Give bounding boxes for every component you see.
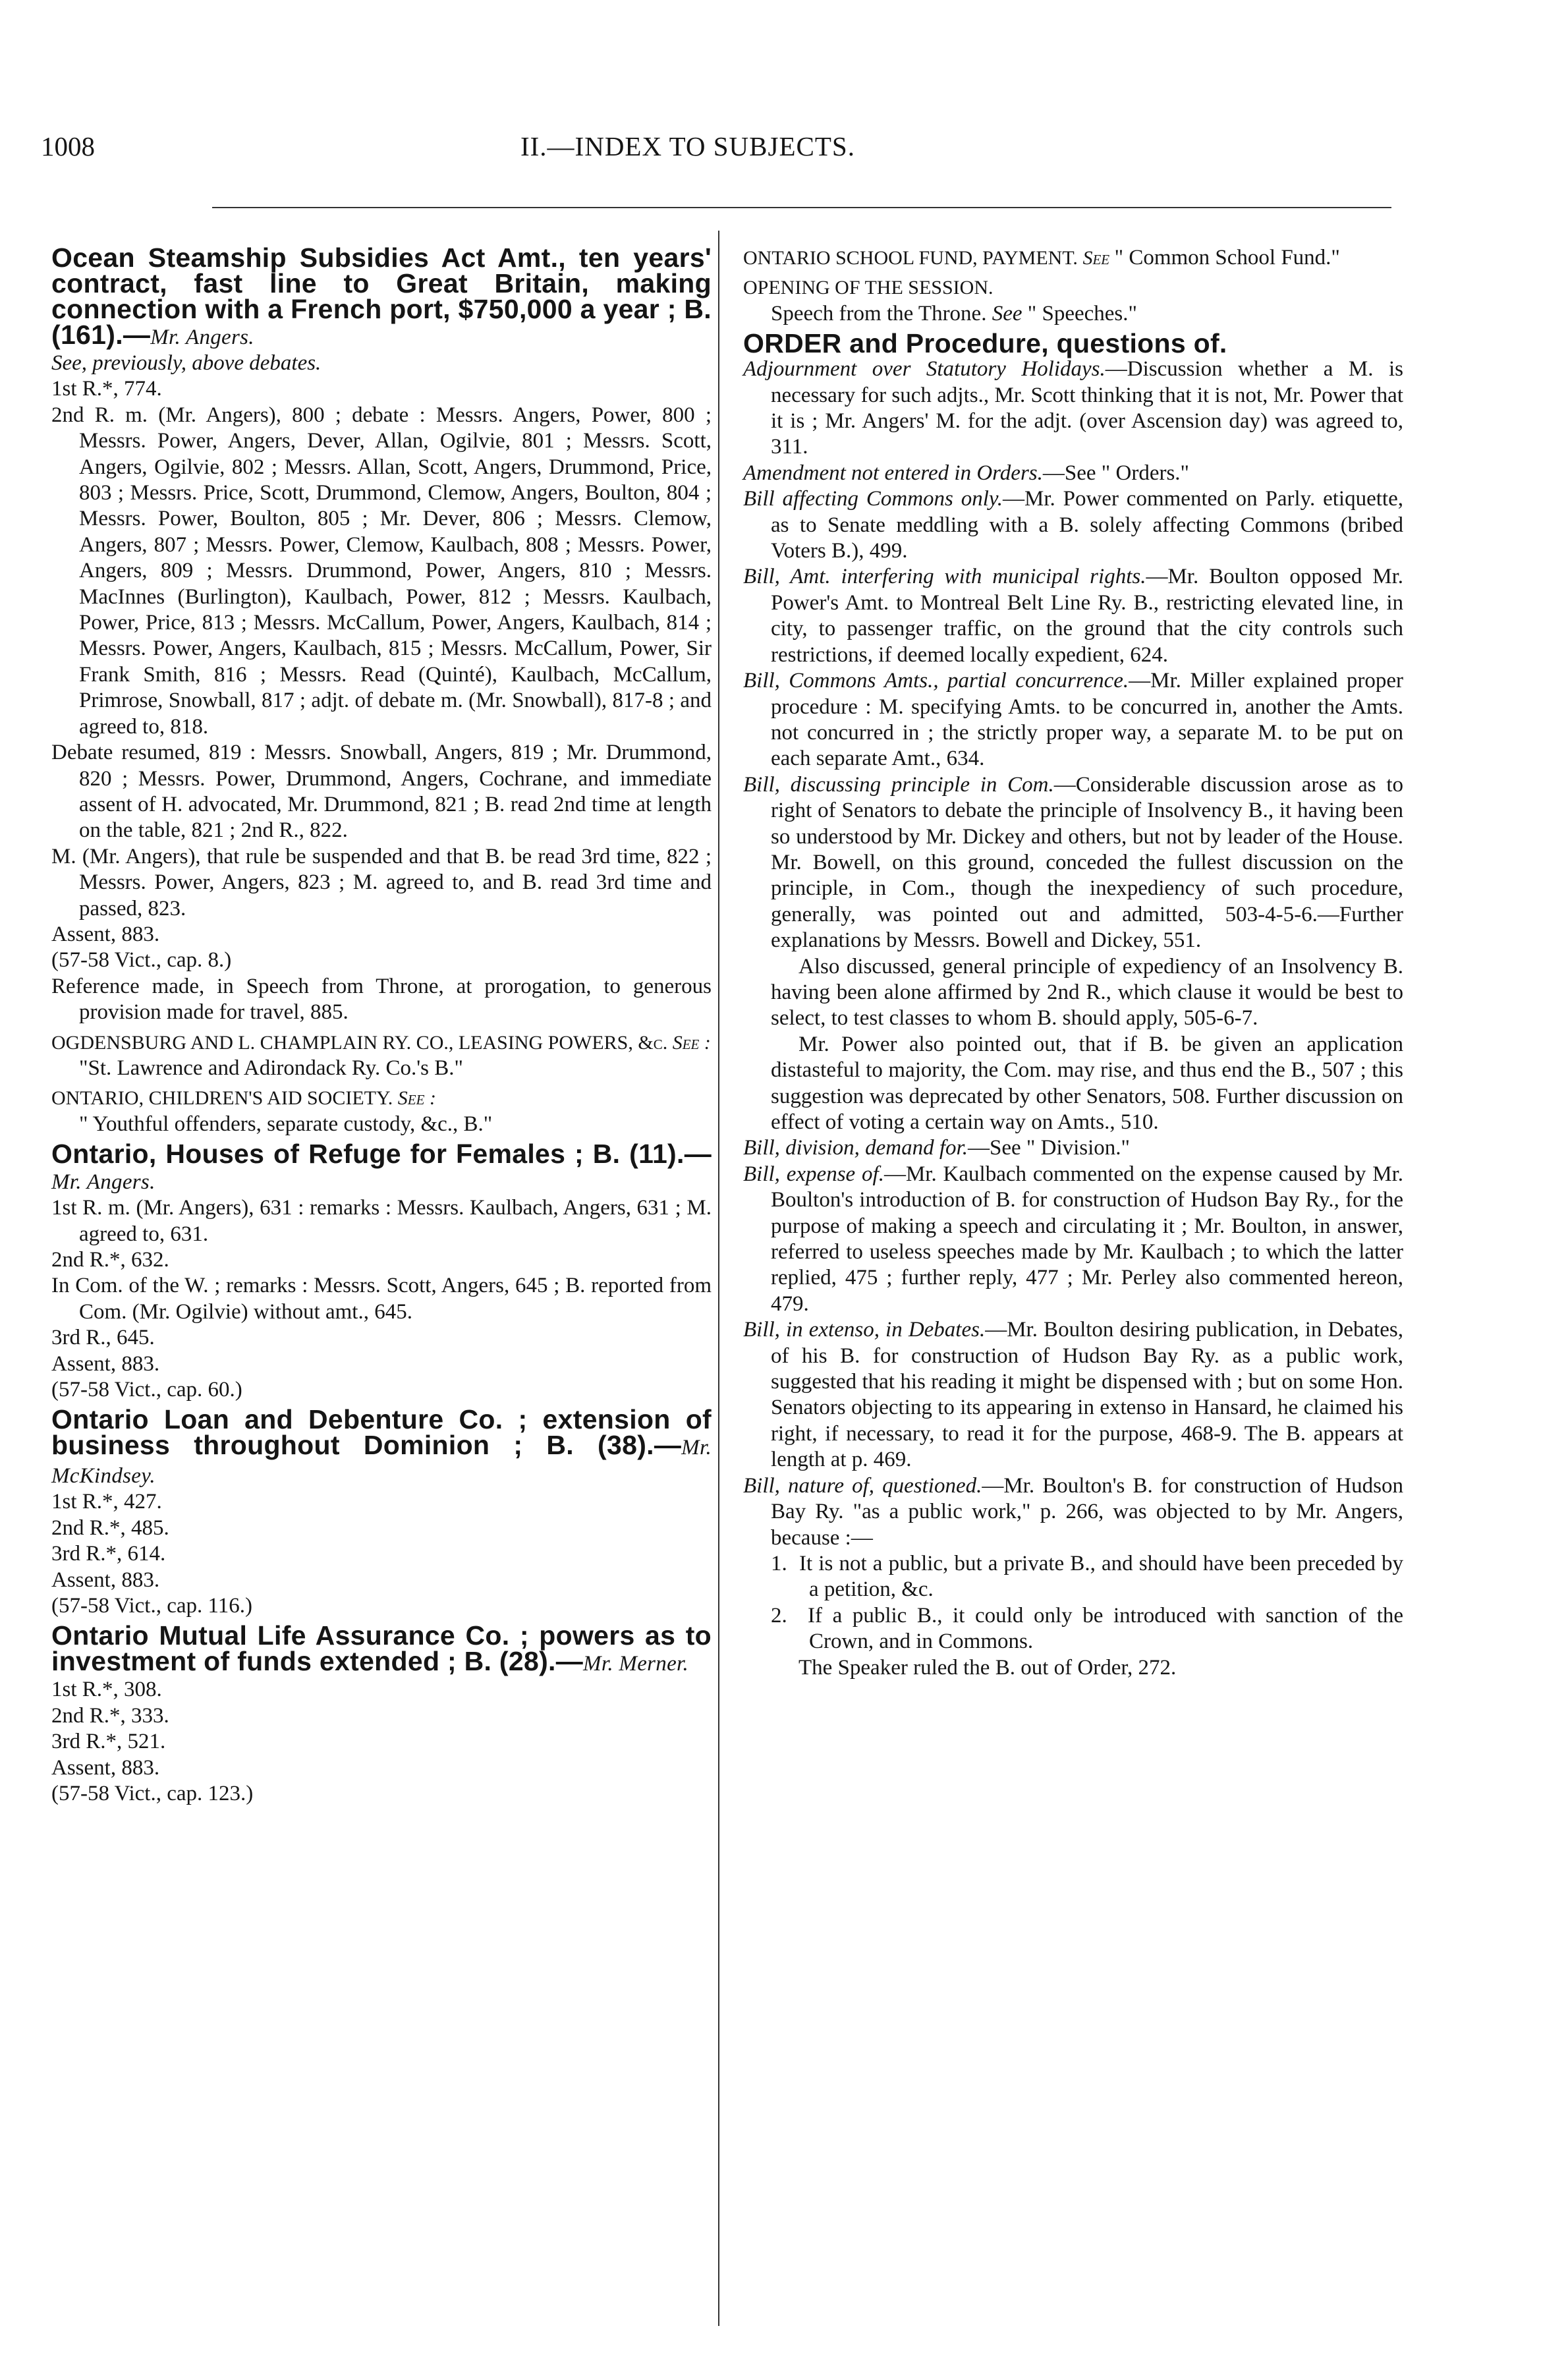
entry-school-fund: ONTARIO SCHOOL FUND, PAYMENT. See " Common School Fund." <box>743 246 1340 269</box>
index-line: Assent, 883. <box>51 922 160 946</box>
header-rule <box>212 207 1391 208</box>
procedure-item: Bill, expense of.—Mr. Kaulbach commented on the expense caused by Mr. Boulton's introduction of B. for construction of Hudson Bay Ry., for the purpose of making a speech and circulating it ; Mr. Boulton, in answer, referred to useless speeches made by Mr. Kaulbach ; to which the latter replied, 475 ; further reply, 477 ; Mr. Perley also commented hereon, 479. <box>743 1162 1403 1316</box>
index-line: 1st R.*, 774. <box>51 377 162 401</box>
index-line: (57-58 Vict., cap. 116.) <box>51 1594 253 1618</box>
index-line: (57-58 Vict., cap. 8.) <box>51 948 232 973</box>
column-divider <box>718 231 719 2326</box>
entry-heading-houses-of-refuge: Ontario, Houses of Refuge for Females ; B. (11).—Mr. Angers. <box>51 1139 712 1195</box>
index-line: Reference made, in Speech from Throne, at prorogation, to generous provision made for travel, 885. <box>51 974 712 1025</box>
entry-opening-session: OPENING OF THE SESSION. <box>743 277 994 299</box>
entry-heading-ontario-loan: Ontario Loan and Debenture Co. ; extension of business throughout Dominion ; B. (38).—Mr. McKindsey. <box>51 1404 712 1488</box>
procedure-item: Bill, Commons Amts., partial concurrence.—Mr. Miller explained proper procedure : M. specifying Amts. to be concurred in, another the Amts. not concurred in ; the strictly proper way, a separate M. to be put on each separate Amt., 634. <box>743 669 1403 771</box>
procedure-item: Bill, nature of, questioned.—Mr. Boulton's B. for construction of Hudson Bay Ry. "as a public work," p. 266, was objected to by Mr. Angers, because :— <box>743 1473 1403 1550</box>
procedure-item: Amendment not entered in Orders.—See " Orders." <box>743 461 1190 485</box>
procedure-item: Bill, discussing principle in Com.—Considerable discussion arose as to right of Senators to debate the principle of Insolvency B., it having been so understood by Mr. Dickey and others, but not by leader of the House. Mr. Bowell, on this ground, conceded the fullest discussion on the principle, in Com., though the inexpediency of such procedure, generally, was pointed out and admitted, 503-4-5-6.—Further explanations by Messrs. Bowell and Dickey, 551. <box>743 772 1403 953</box>
index-line: 3rd R.*, 521. <box>51 1730 166 1754</box>
running-title: II.—INDEX TO SUBJECTS. <box>520 131 855 161</box>
index-line: 1st R.*, 308. <box>51 1678 162 1702</box>
index-line: Debate resumed, 819 : Messrs. Snowball, Angers, 819 ; Mr. Drummond, 820 ; Messrs. Power, Drummond, Angers, Cochrane, and immediate assent of H. advocated, Mr. Drummond, 821 ; B. read 2nd time at length on the table, 821 ; 2nd R., 822. <box>51 741 712 843</box>
index-line: Assent, 883. <box>51 1568 160 1592</box>
entry-ontario-childrens-aid: ONTARIO, CHILDREN'S AID SOCIETY. See : <box>51 1087 436 1110</box>
procedure-item: Bill, division, demand for.—See " Division." <box>743 1136 1131 1160</box>
procedure-item: Bill, in extenso, in Debates.—Mr. Boulton desiring publication, in Debates, of his B. for construction of Hudson Bay Ry. as a public work, suggested that his reading it might be dispensed with ; but on some Hon. Senators objecting to its appearing in extenso in Hansard, he claimed his right, if necessary, to read it for the purpose, 468-9. The B. appears at length at p. 469. <box>743 1318 1403 1472</box>
cross-reference: "St. Lawrence and Adirondack Ry. Co.'s B." <box>79 1056 463 1080</box>
index-line: 3rd R.*, 614. <box>51 1542 166 1566</box>
right-column <box>743 245 1403 1681</box>
cross-reference: Speech from the Throne. See " Speeches." <box>771 301 1137 326</box>
index-line: 1st R. m. (Mr. Angers), 631 : remarks : Messrs. Kaulbach, Angers, 631 ; M. agreed to, 631. <box>51 1196 712 1246</box>
entry-ogdensburg: OGDENSBURG AND L. CHAMPLAIN RY. CO., LEASING POWERS, &c. See : <box>51 1031 711 1054</box>
index-line: 2nd R. m. (Mr. Angers), 800 ; debate : Messrs. Angers, Power, 800 ; Messrs. Power, Angers, Dever, Allan, Ogilvie, 801 ; Messrs. Scott, Angers, Ogilvie, 802 ; Messrs. Allan, Scott, Angers, Drummond, Price, 803 ; Messrs. Price, Scott, Drummond, Clemow, Angers, Boulton, 804 ; Messrs. Power, Boulton, 805 ; Mr. Dever, 806 ; Messrs. Clemow, Angers, 807 ; Messrs. Power, Clemow, Kaulbach, 808 ; Messrs. Power, Angers, 809 ; Messrs. Drummond, Power, Angers, 810 ; Messrs. MacInnes (Burlington), Kaulbach, Power, 812 ; Messrs. Kaulbach, Power, Price, 813 ; Messrs. McCallum, Power, Angers, Kaulbach, 814 ; Messrs. Power, Angers, Kaulbach, 815 ; Messrs. McCallum, Power, Sir Frank Smith, 816 ; Messrs. Read (Quinté), Kaulbach, McCallum, Primrose, Snowball, 817 ; adjt. of debate m. (Mr. Snowball), 817-8 ; and agreed to, 818. <box>51 403 712 739</box>
index-line: Assent, 883. <box>51 1351 160 1376</box>
entry-heading-ocean-steamship: Ocean Steamship Subsidies Act Amt., ten years' contract, fast line to Great Britain, making connection with a French port, $750,000 a year ; B. (161).—Mr. Angers. <box>51 242 712 350</box>
index-line: In Com. of the W. ; remarks : Messrs. Scott, Angers, 645 ; B. reported from Com. (Mr. Ogilvie) without amt., 645. <box>51 1274 712 1324</box>
numbered-item: 2. If a public B., it could only be introduced with sanction of the Crown, and in Commons. <box>771 1603 1404 1654</box>
index-line: 2nd R.*, 485. <box>51 1516 169 1540</box>
entry-heading-order-procedure: ORDER and Procedure, questions of. <box>743 328 1227 359</box>
see-previously: See, previously, above debates. <box>51 351 322 375</box>
index-line: 2nd R.*, 333. <box>51 1703 169 1728</box>
page-number: 1008 <box>41 131 95 161</box>
index-line: Assent, 883. <box>51 1755 160 1780</box>
index-line: (57-58 Vict., cap. 123.) <box>51 1782 254 1806</box>
index-line: 3rd R., 645. <box>51 1326 155 1350</box>
procedure-paragraph: Also discussed, general principle of expediency of an Insolvency B. having been alone affirmed by 2nd R., which clause it would be best to select, to test classes to whom B. should apply, 505-6-7. <box>771 954 1403 1031</box>
left-column <box>51 242 712 1807</box>
speaker-ruling: The Speaker ruled the B. out of Order, 272. <box>798 1655 1177 1680</box>
procedure-item: Adjournment over Statutory Holidays.—Discussion whether a M. is necessary for such adjts., Mr. Scott thinking that it is not, Mr. Power that it is ; Mr. Angers' M. for the adjt. (over Ascension day) was agreed to, 311. <box>743 357 1403 459</box>
entry-heading-ontario-mutual: Ontario Mutual Life Assurance Co. ; powers as to investment of funds extended ; B. (28).—Mr. Merner. <box>51 1620 712 1677</box>
procedure-paragraph: Mr. Power also pointed out, that if B. be given an application distasteful to majority, the Com. may rise, and thus end the B., 507 ; this suggestion was deprecated by other Senators, 508. Further discussion on effect of voting a certain way on Amts., 510. <box>771 1032 1403 1134</box>
index-line: 1st R.*, 427. <box>51 1490 162 1514</box>
procedure-item: Bill, Amt. interfering with municipal rights.—Mr. Boulton opposed Mr. Power's Amt. to Montreal Belt Line Ry. B., restricting elevated line, in city, to passenger traffic, on the ground that the city controls such restrictions, if deemed locally expedient, 624. <box>743 565 1403 667</box>
procedure-item: Bill affecting Commons only.—Mr. Power commented on Parly. etiquette, as to Senate meddling with a B. solely affecting Commons (bribed Voters B.), 499. <box>743 487 1403 563</box>
cross-reference: " Youthful offenders, separate custody, &c., B." <box>79 1112 493 1136</box>
index-line: M. (Mr. Angers), that rule be suspended and that B. be read 3rd time, 822 ; Messrs. Power, Angers, 823 ; M. agreed to, and B. read 3rd time and passed, 823. <box>51 844 712 921</box>
index-line: 2nd R.*, 632. <box>51 1248 169 1272</box>
numbered-item: 1. It is not a public, but a private B., and should have been preceded by a petition, &c. <box>771 1551 1403 1602</box>
index-line: (57-58 Vict., cap. 60.) <box>51 1378 242 1402</box>
